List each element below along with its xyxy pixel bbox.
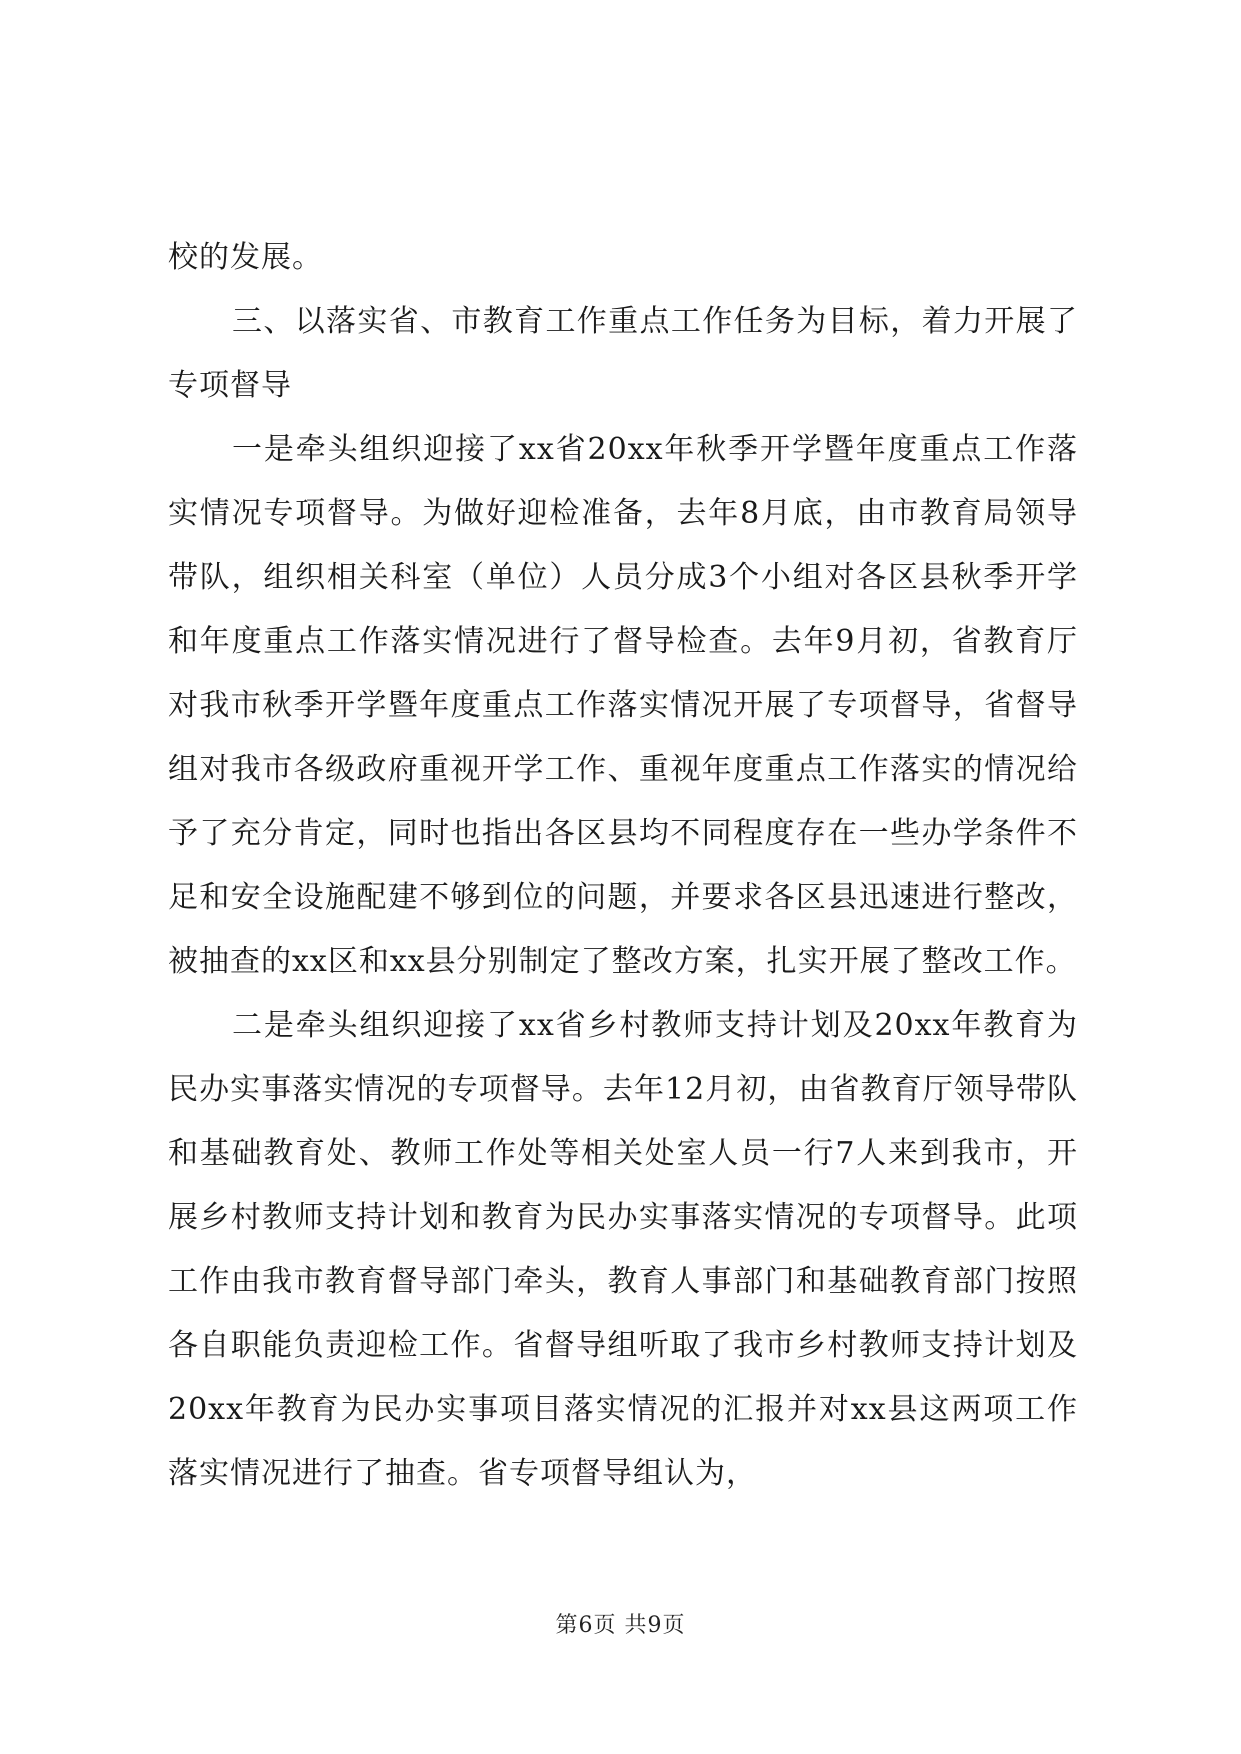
section-heading-three: 三、以落实省、市教育工作重点工作任务为目标，着力开展了专项督导 <box>168 304 1078 403</box>
document-body <box>168 226 1078 1506</box>
page-number-label: 第6页 共9页 <box>555 1613 686 1638</box>
paragraph-first-supervision: 一是牵头组织迎接了xx省20xx年秋季开学暨年度重点工作落实情况专项督导。为做好迎检准备，去年8月底，由市教育局领导带队，组织相关科室（单位）人员分成3个小组对各区县秋季开学和年度重点工作落实情况进行了督导检查。去年9月初，省教育厅对我市秋季开学暨年度重点工作落实情况开展了专项督导，省督导组对我市各级政府重视开学工作、重视年度重点工作落实的情况给予了充分肯定，同时也指出各区县均不同程度存在一些办学条件不足和安全设施配建不够到位的问题，并要求各区县迅速进行整改，被抽查的xx区和xx县分别制定了整改方案，扎实开展了整改工作。 <box>168 432 1078 979</box>
page-footer <box>0 1608 1241 1639</box>
paragraph-second-supervision: 二是牵头组织迎接了xx省乡村教师支持计划及20xx年教育为民办实事落实情况的专项督导。去年12月初，由省教育厅领导带队和基础教育处、教师工作处等相关处室人员一行7人来到我市，开展乡村教师支持计划和教育为民办实事落实情况的专项督导。此项工作由我市教育督导部门牵头，教育人事部门和基础教育部门按照各自职能负责迎检工作。省督导组听取了我市乡村教师支持计划及20xx年教育为民办实事项目落实情况的汇报并对xx县这两项工作落实情况进行了抽查。省专项督导组认为， <box>168 1008 1078 1491</box>
paragraph-continuation: 校的发展。 <box>168 240 323 275</box>
